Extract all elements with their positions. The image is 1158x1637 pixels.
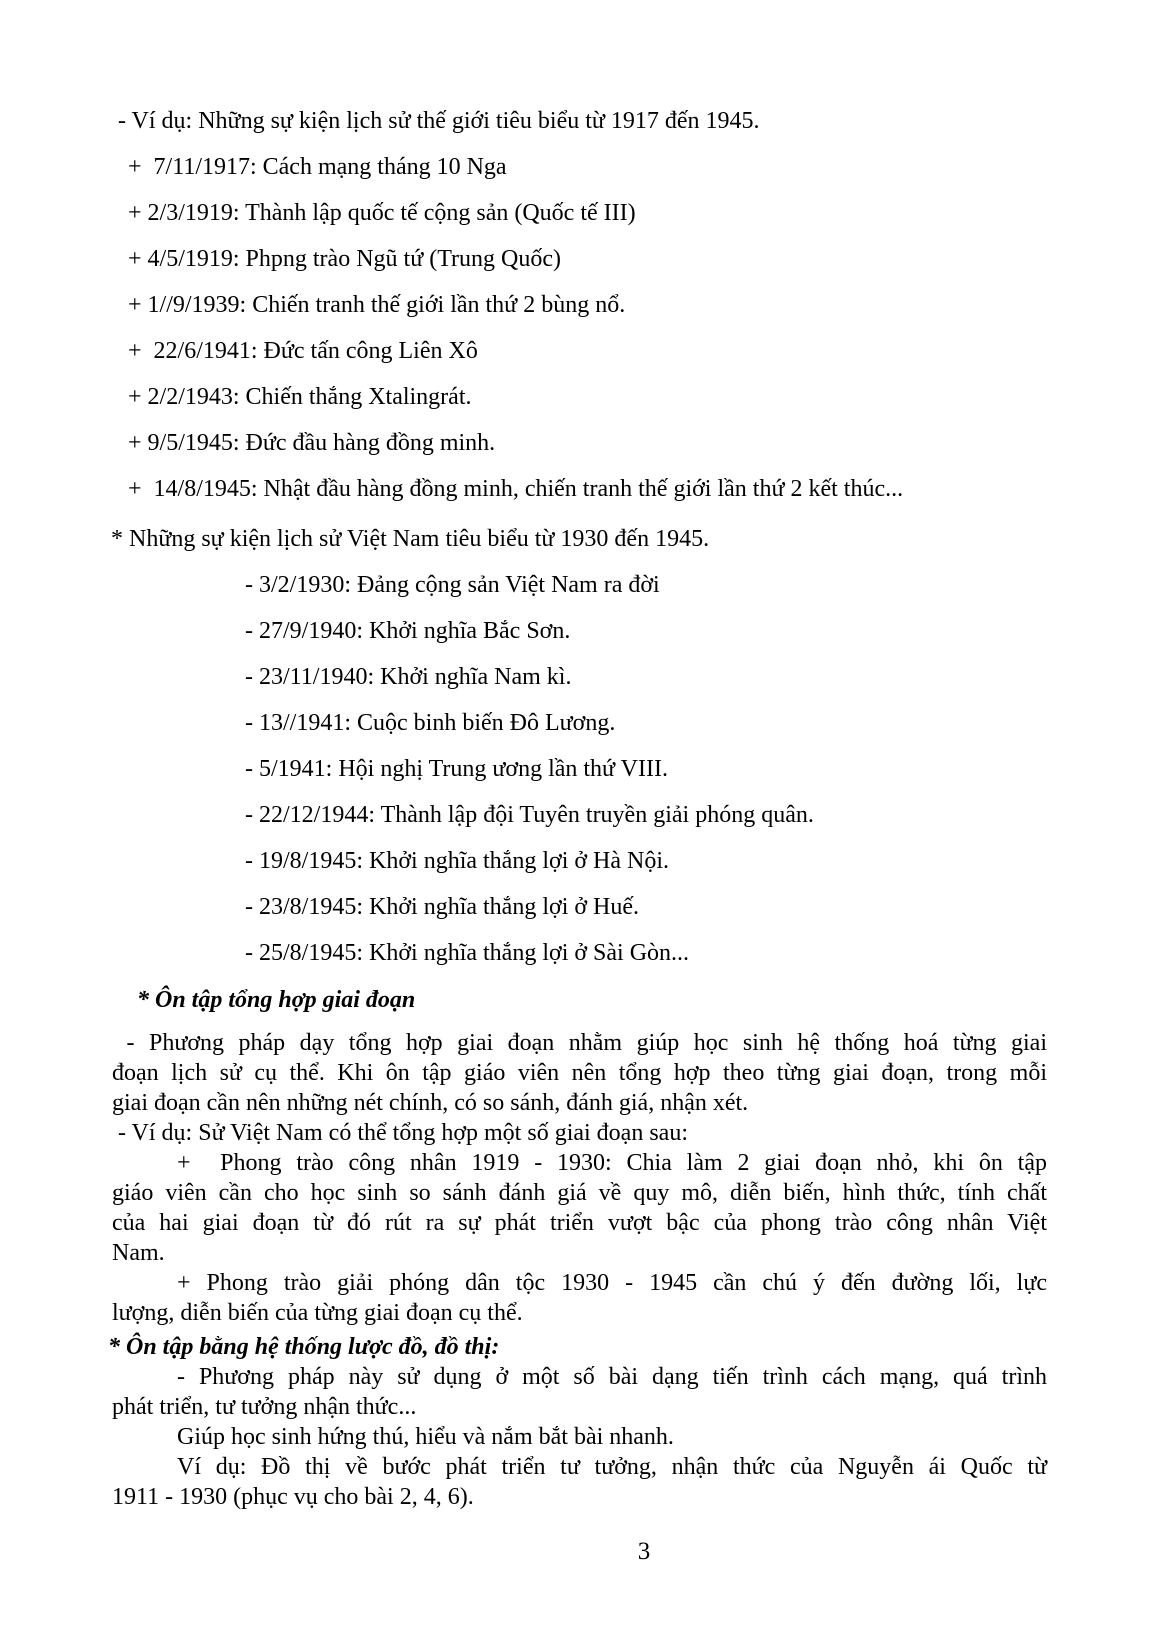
paragraph-line: + Phong trào công nhân 1919 - 1930: Chia làm 2 giai đoạn nhỏ, khi ôn tập xyxy=(177,1150,1047,1176)
method-sections xyxy=(108,984,1047,1512)
paragraph-line: - Phương pháp dạy tổng hợp giai đoạn nhằm giúp học sinh hệ thống hoá từng giai xyxy=(112,1030,1047,1056)
list-item: - 23/11/1940: Khởi nghĩa Nam kì. xyxy=(245,664,572,690)
paragraph-line: 1911 - 1930 (phục vụ cho bài 2, 4, 6). xyxy=(112,1484,474,1510)
list-item: + 2/2/1943: Chiến thắng Xtalingrát. xyxy=(128,384,472,410)
paragraph xyxy=(108,1028,1047,1118)
paragraph-line: Ví dụ: Đồ thị về bước phát triển tư tưởng, nhận thức của Nguyễn ái Quốc từ xyxy=(177,1454,1047,1480)
list-item: + 4/5/1919: Phpng trào Ngũ tứ (Trung Quốc) xyxy=(128,246,561,272)
paragraph xyxy=(108,1452,1047,1512)
world-events-list xyxy=(108,152,1047,504)
list-item: + 22/6/1941: Đức tấn công Liên Xô xyxy=(128,338,478,364)
list-item: - 5/1941: Hội nghị Trung ương lần thứ VIII. xyxy=(245,756,668,782)
paragraph xyxy=(108,1268,1047,1328)
vietnam-events-heading: * Những sự kiện lịch sử Việt Nam tiêu biểu từ 1930 đến 1945. xyxy=(111,526,710,552)
paragraph-line: - Ví dụ: Sử Việt Nam có thể tổng hợp một số giai đoạn sau: xyxy=(112,1120,688,1146)
world-events-intro: - Ví dụ: Những sự kiện lịch sử thế giới tiêu biểu từ 1917 đến 1945. xyxy=(118,108,760,134)
list-item: + 1//9/1939: Chiến tranh thế giới lần thứ 2 bùng nổ. xyxy=(128,292,626,318)
document-content xyxy=(108,106,1047,1512)
paragraph xyxy=(108,1148,1047,1268)
paragraph-line: Giúp học sinh hứng thú, hiểu và nắm bắt bài nhanh. xyxy=(177,1424,674,1450)
paragraph-line: Nam. xyxy=(112,1240,165,1266)
list-item: - 13//1941: Cuộc binh biến Đô Lương. xyxy=(245,710,616,736)
paragraph-line: + Phong trào giải phóng dân tộc 1930 - 1945 cần chú ý đến đường lối, lực xyxy=(177,1270,1047,1296)
list-item: - 27/9/1940: Khởi nghĩa Bắc Sơn. xyxy=(245,618,571,644)
paragraph-line: đoạn lịch sử cụ thể. Khi ôn tập giáo viên nên tổng hợp theo từng giai đoạn, trong mỗi xyxy=(112,1060,1047,1086)
paragraph-line: - Phương pháp này sử dụng ở một số bài dạng tiến trình cách mạng, quá trình xyxy=(177,1364,1047,1390)
section-heading: * Ôn tập bằng hệ thống lược đồ, đồ thị: xyxy=(108,1334,500,1360)
page-number: 3 xyxy=(637,1538,651,1565)
paragraph-line: giai đoạn cần nên những nét chính, có so sánh, đánh giá, nhận xét. xyxy=(112,1090,749,1116)
list-item: - 3/2/1930: Đảng cộng sản Việt Nam ra đời xyxy=(245,572,660,598)
paragraph-line: lượng, diễn biến của từng giai đoạn cụ thể. xyxy=(112,1300,523,1326)
list-item: - 23/8/1945: Khởi nghĩa thắng lợi ở Huế. xyxy=(245,894,640,920)
paragraph xyxy=(108,1422,1047,1452)
list-item: + 2/3/1919: Thành lập quốc tế cộng sản (Quốc tế III) xyxy=(128,200,636,226)
paragraph-line: phát triển, tư tưởng nhận thức... xyxy=(112,1394,417,1420)
vietnam-events-list xyxy=(108,570,1047,968)
list-item: - 19/8/1945: Khởi nghĩa thắng lợi ở Hà Nội. xyxy=(245,848,670,874)
section-heading: * Ôn tập tổng hợp giai đoạn xyxy=(137,987,416,1013)
list-item: + 14/8/1945: Nhật đầu hàng đồng minh, chiến tranh thế giới lần thứ 2 kết thúc... xyxy=(128,476,904,502)
paragraph xyxy=(108,1118,1047,1148)
list-item: + 9/5/1945: Đức đầu hàng đồng minh. xyxy=(128,430,496,456)
paragraph xyxy=(108,1362,1047,1422)
list-item: - 22/12/1944: Thành lập đội Tuyên truyền giải phóng quân. xyxy=(245,802,814,828)
list-item: + 7/11/1917: Cách mạng tháng 10 Nga xyxy=(128,154,507,180)
paragraph-line: giáo viên cần cho học sinh so sánh đánh giá về quy mô, diễn biến, hình thức, tính chất xyxy=(112,1180,1047,1206)
paragraph-line: của hai giai đoạn từ đó rút ra sự phát triển vượt bậc của phong trào công nhân Việt xyxy=(112,1210,1047,1236)
list-item: - 25/8/1945: Khởi nghĩa thắng lợi ở Sài Gòn... xyxy=(245,940,690,966)
